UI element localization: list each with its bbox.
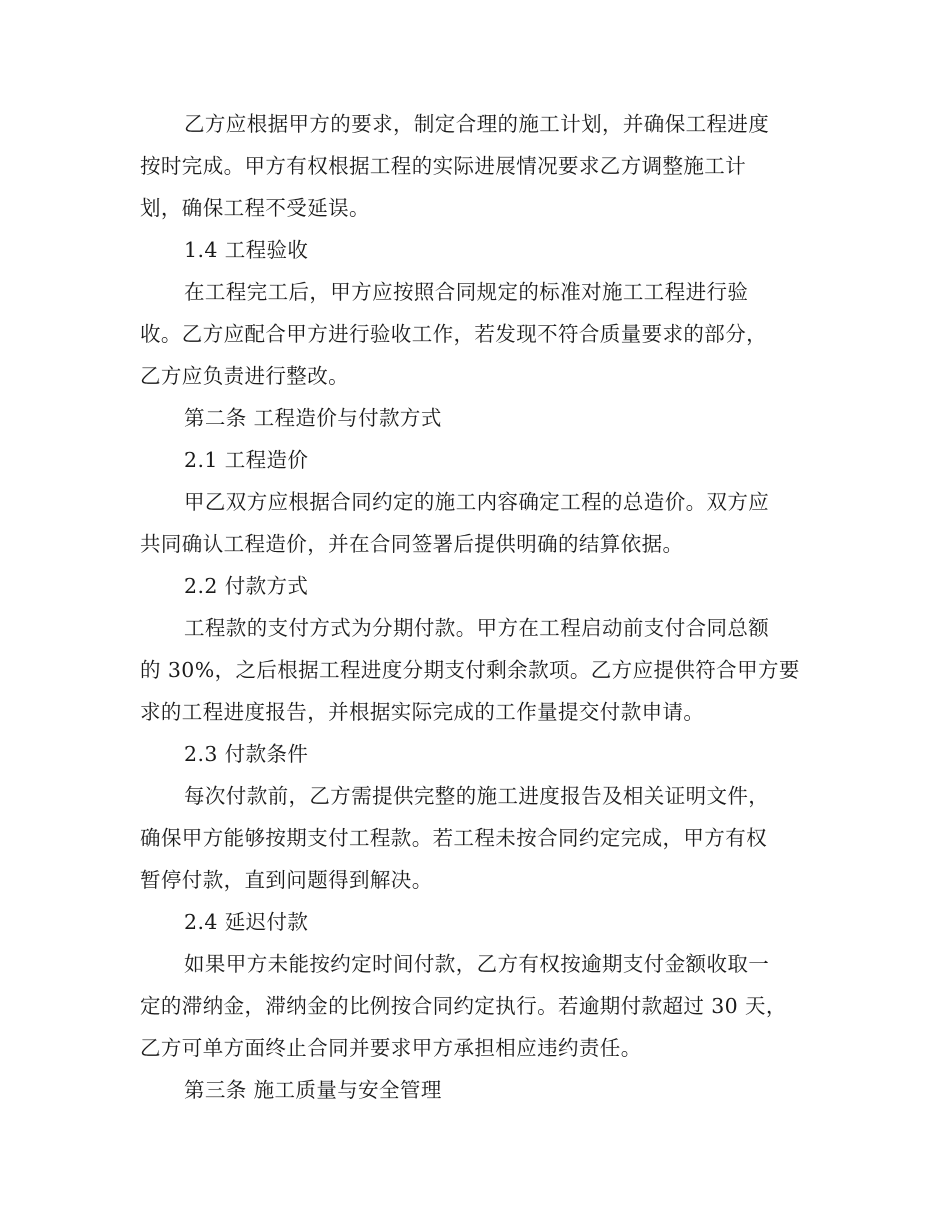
- section-heading: [140, 1069, 820, 1111]
- text-line: 甲乙双方应根据合同约定的施工内容确定工程的总造价。双方应: [184, 490, 770, 514]
- text-line: 按时完成。甲方有权根据工程的实际进展情况要求乙方调整施工计: [140, 154, 747, 178]
- text-line: 共同确认工程造价，并在合同签署后提供明确的结算依据。: [140, 532, 684, 556]
- text-line: 的 30%，之后根据工程进度分期支付剩余款项。乙方应提供符合甲方要: [140, 658, 800, 682]
- text-line: 第三条 施工质量与安全管理: [184, 1078, 442, 1102]
- text-line: 收。乙方应配合甲方进行验收工作，若发现不符合质量要求的部分，: [140, 322, 767, 346]
- section-heading: [140, 565, 820, 607]
- text-line: 第二条 工程造价与付款方式: [184, 406, 442, 430]
- text-line: 乙方应根据甲方的要求，制定合理的施工计划，并确保工程进度: [184, 112, 770, 136]
- text-line: 1.4 工程验收: [184, 238, 309, 262]
- document-page: [140, 103, 820, 1111]
- text-line: 定的滞纳金，滞纳金的比例按合同约定执行。若逾期付款超过 30 天，: [140, 994, 787, 1018]
- section-heading: [140, 229, 820, 271]
- text-line: 如果甲方未能按约定时间付款，乙方有权按逾期支付金额收取一: [184, 952, 770, 976]
- text-line: 2.4 延迟付款: [184, 910, 309, 934]
- text-line: 确保甲方能够按期支付工程款。若工程未按合同约定完成，甲方有权: [140, 826, 767, 850]
- text-line: 在工程完工后，甲方应按照合同规定的标准对施工工程进行验: [184, 280, 749, 304]
- text-line: 乙方应负责进行整改。: [140, 364, 349, 388]
- text-line: 工程款的支付方式为分期付款。甲方在工程启动前支付合同总额: [184, 616, 770, 640]
- section-heading: [140, 733, 820, 775]
- body-paragraph: [140, 481, 820, 565]
- section-heading: [140, 397, 820, 439]
- body-paragraph: [140, 103, 820, 229]
- text-line: 每次付款前，乙方需提供完整的施工进度报告及相关证明文件，: [184, 784, 770, 808]
- section-heading: [140, 439, 820, 481]
- text-line: 划，确保工程不受延误。: [140, 196, 370, 220]
- body-paragraph: [140, 943, 820, 1069]
- document-body: [140, 103, 820, 1111]
- text-line: 2.2 付款方式: [184, 574, 309, 598]
- section-heading: [140, 901, 820, 943]
- text-line: 乙方可单方面终止合同并要求甲方承担相应违约责任。: [140, 1036, 642, 1060]
- text-line: 求的工程进度报告，并根据实际完成的工作量提交付款申请。: [140, 700, 705, 724]
- body-paragraph: [140, 607, 820, 733]
- text-line: 2.3 付款条件: [184, 742, 309, 766]
- body-paragraph: [140, 271, 820, 397]
- text-line: 2.1 工程造价: [184, 448, 309, 472]
- text-line: 暂停付款，直到问题得到解决。: [140, 868, 433, 892]
- body-paragraph: [140, 775, 820, 901]
